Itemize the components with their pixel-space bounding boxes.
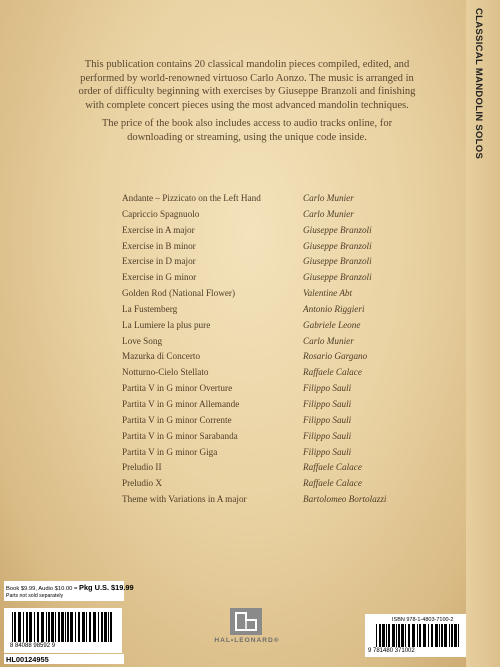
song-composer: Filippo Sauli: [303, 383, 352, 394]
barcode-bar: [458, 624, 459, 647]
parts-note: Parts not sold separately: [6, 593, 64, 599]
barcode-bar: [439, 624, 440, 647]
song-row: [122, 478, 472, 494]
barcode-bar: [23, 612, 24, 642]
barcode-bar: [417, 624, 418, 647]
barcode-bar: [101, 612, 103, 642]
barcode-bar: [46, 612, 47, 642]
barcode-bar: [398, 624, 400, 647]
song-row: [122, 494, 472, 510]
song-title: Exercise in A major: [122, 224, 195, 235]
song-row: [122, 320, 472, 336]
barcode-bar: [67, 612, 69, 642]
barcode-bar: [110, 612, 112, 642]
song-row: [122, 431, 472, 447]
song-composer: Rosario Gargano: [303, 351, 368, 362]
song-composer: Carlo Munier: [303, 193, 354, 203]
barcode-bar: [93, 612, 96, 642]
song-row: [122, 447, 472, 463]
barcode-bar: [70, 612, 73, 642]
barcode-bar: [392, 624, 395, 647]
song-row: [122, 415, 472, 431]
song-row: [122, 399, 472, 415]
song-composer: Giuseppe Branzoli: [303, 224, 372, 235]
barcode-bar: [428, 624, 429, 647]
song-composer: Giuseppe Branzoli: [303, 272, 372, 283]
song-composer: Raffaele Calace: [303, 367, 362, 378]
song-composer: Antonio Riggieri: [303, 303, 365, 314]
barcode-bar: [379, 624, 381, 647]
song-list: [122, 193, 472, 510]
spine-title: CLASSICAL MANDOLIN SOLOS: [473, 8, 484, 160]
price-line: [4, 581, 134, 593]
barcode-bar: [78, 612, 80, 642]
barcode-bar: [451, 624, 453, 647]
song-row: [122, 256, 472, 272]
song-composer: Bartolomeo Bortolazzi: [303, 494, 387, 505]
isbn-label: ISBN 978-1-4803-7100-2: [392, 617, 454, 623]
song-row: [122, 241, 472, 257]
barcode-bar: [423, 624, 426, 647]
barcode-bar: [444, 624, 447, 647]
barcode-bar: [405, 624, 406, 647]
song-row: [122, 336, 472, 352]
barcode-bar: [26, 612, 28, 642]
song-composer: Filippo Sauli: [303, 398, 352, 409]
song-row: [122, 351, 472, 367]
barcode-bar: [419, 624, 421, 647]
song-composer: Filippo Sauli: [303, 430, 352, 441]
barcode-bar: [412, 624, 415, 647]
song-row: [122, 272, 472, 288]
song-title: Exercise in D major: [122, 256, 196, 267]
song-title: La Lumiere la plus pure: [122, 319, 211, 330]
hal-leonard-logo: [230, 608, 262, 635]
barcode-bar: [65, 612, 66, 642]
barcode-bar: [14, 612, 16, 642]
barcode-bar: [89, 612, 91, 642]
song-title: Partita V in G minor Sarabanda: [122, 430, 238, 441]
barcode-bar: [408, 624, 410, 647]
intro-paragraph-2: The price of the book also includes access to audio tracks online, for downloading or streaming, using the unique code inside.: [101, 118, 393, 143]
barcode-bar: [48, 612, 50, 642]
upc-barcode: [4, 608, 122, 653]
barcode-isbn-bars: [376, 624, 462, 647]
barcode-bar: [37, 612, 39, 642]
barcode-left-digits: 8 84088 98592 9: [10, 643, 56, 649]
song-title: Preludio X: [122, 478, 163, 489]
barcode-bar: [51, 612, 54, 642]
song-title: Love Song: [122, 335, 163, 346]
song-title: Mazurka di Concerto: [122, 351, 201, 362]
song-composer: Raffaele Calace: [303, 462, 362, 473]
song-title: La Fustemberg: [122, 303, 178, 314]
barcode-bar: [376, 624, 377, 647]
product-code: HL00124955: [4, 654, 124, 664]
song-title: Capriccio Spagnuolo: [122, 208, 200, 219]
barcode-bar: [58, 612, 60, 642]
barcode-bar: [82, 612, 85, 642]
barcode-bar: [12, 612, 13, 642]
song-row: [122, 288, 472, 304]
barcode-bar: [29, 612, 32, 642]
song-composer: Valentine Abt: [303, 288, 353, 299]
barcode-bar: [104, 612, 107, 642]
barcode-bar: [386, 624, 387, 647]
song-title: Partita V in G minor Giga: [122, 446, 218, 457]
song-title: Exercise in G minor: [122, 272, 197, 283]
song-row: [122, 367, 472, 383]
barcode-bar: [18, 612, 21, 642]
barcode-bar: [61, 612, 64, 642]
song-title: Notturno-Cielo Stellato: [122, 367, 209, 378]
barcode-bar: [382, 624, 385, 647]
barcode-bar: [108, 612, 109, 642]
song-composer: Carlo Munier: [303, 335, 354, 346]
song-title: Golden Rod (National Flower): [122, 288, 236, 299]
song-title: Preludio II: [122, 462, 162, 473]
barcode-bar: [449, 624, 450, 647]
song-composer: Giuseppe Branzoli: [303, 240, 372, 251]
song-row: [122, 383, 472, 399]
price-separator: =: [72, 586, 80, 592]
barcode-bar: [454, 624, 457, 647]
package-price: Pkg U.S. $19.99: [79, 583, 134, 592]
publisher-name: HAL•LEONARD®: [214, 637, 280, 644]
song-composer: Carlo Munier: [303, 208, 354, 219]
song-title: Partita V in G minor Overture: [122, 383, 233, 394]
barcode-bar: [401, 624, 404, 647]
song-row: [122, 209, 472, 225]
song-title: Partita V in G minor Corrente: [122, 414, 232, 425]
barcode-bar: [431, 624, 433, 647]
intro-paragraph-1: This publication contains 20 classical mandolin pieces compiled, edited, and performed by world-renowned virtuoso Carlo Aonzo. The music is arranged in order of difficulty beginning with exercises by Giuseppe Branzoli and finishing with complete concert pieces using the most advanced mandolin techniques.: [78, 59, 416, 111]
song-title: Theme with Variations in A major: [122, 494, 247, 505]
barcode-bar: [396, 624, 397, 647]
barcode-bar: [435, 624, 438, 647]
song-title: Exercise in B minor: [122, 240, 196, 251]
barcode-bar: [41, 612, 44, 642]
barcode-bar: [34, 612, 35, 642]
isbn-digits: 9 781480 371002: [368, 648, 415, 654]
song-title: Partita V in G minor Allemande: [122, 398, 240, 409]
song-row: [122, 304, 472, 320]
barcode-bar: [75, 612, 76, 642]
barcode-bar: [55, 612, 56, 642]
song-row: [122, 462, 472, 478]
song-row: [122, 225, 472, 241]
barcode-bar: [86, 612, 87, 642]
song-row: [122, 193, 472, 209]
barcode-bar: [441, 624, 443, 647]
barcode-bar: [98, 612, 99, 642]
song-title: Andante – Pizzicato on the Left Hand: [122, 193, 261, 203]
song-composer: Filippo Sauli: [303, 446, 352, 457]
hal-leonard-emblem-icon: [230, 608, 262, 635]
song-composer: Raffaele Calace: [303, 478, 362, 489]
song-composer: Filippo Sauli: [303, 414, 352, 425]
price-label: [4, 581, 134, 601]
barcode-bar: [388, 624, 390, 647]
book-audio-price: Book $9.99, Audio $10.00: [6, 586, 73, 592]
song-composer: Gabriele Leone: [303, 319, 361, 330]
song-composer: Giuseppe Branzoli: [303, 256, 372, 267]
barcode-left-bars: [12, 612, 116, 642]
